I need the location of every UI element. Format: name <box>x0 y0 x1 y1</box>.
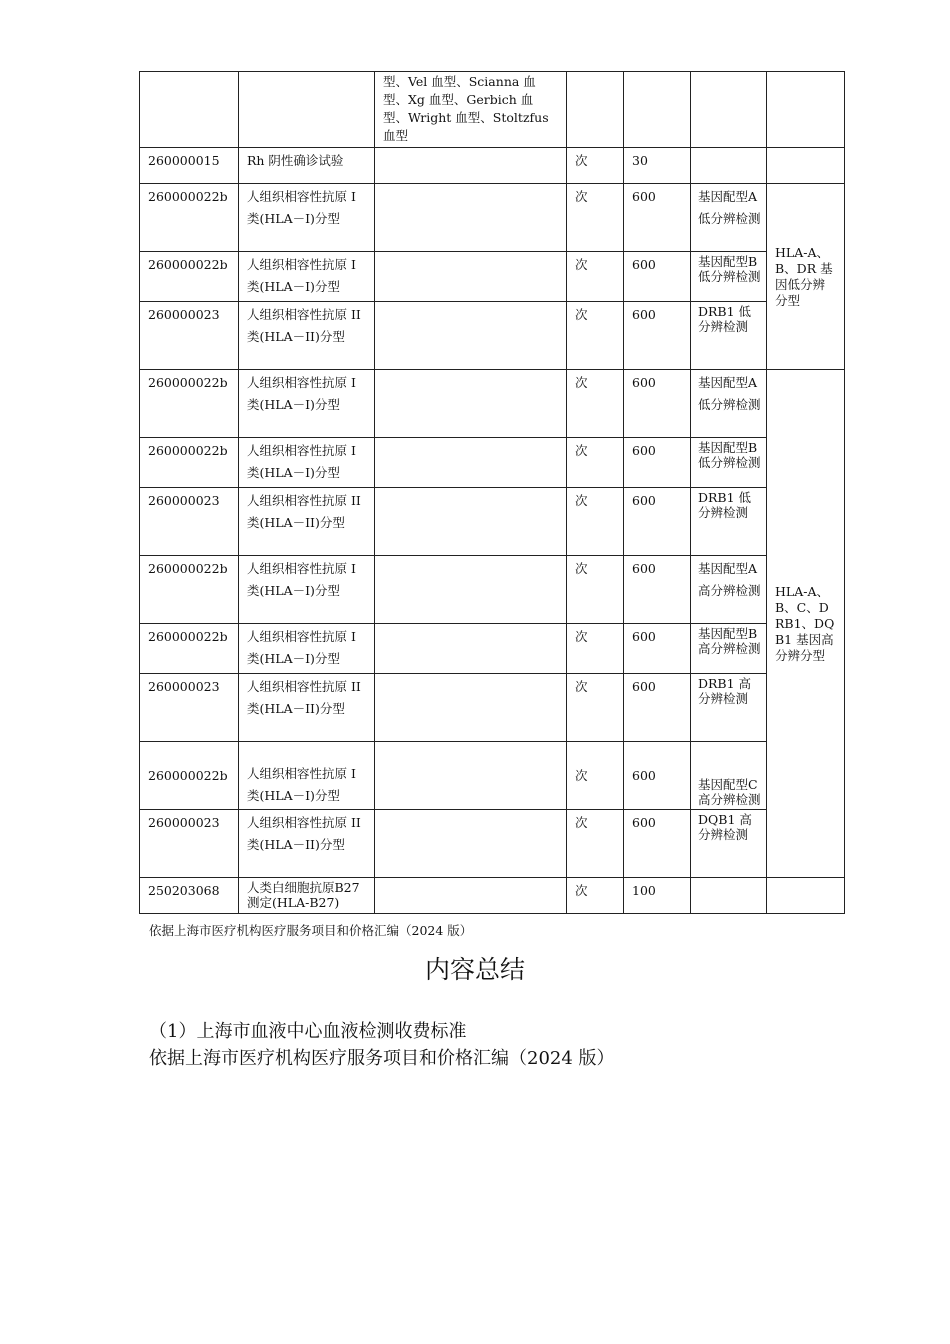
remark-cell <box>767 878 845 914</box>
price-cell <box>624 72 691 148</box>
spec-cell <box>375 302 567 370</box>
unit-cell: 次 <box>567 438 624 488</box>
name-cell: 人组织相容性抗原 I 类(HLA－I)分型 <box>239 438 375 488</box>
name-cell: 人组织相容性抗原 I 类(HLA－I)分型 <box>239 556 375 624</box>
name-cell: 人组织相容性抗原 I 类(HLA－I)分型 <box>239 742 375 810</box>
spec-cell <box>375 252 567 302</box>
price-cell: 30 <box>624 148 691 184</box>
note-cell: 基因配型B 低分辨检测 <box>691 438 767 488</box>
code-cell: 260000022b <box>140 438 239 488</box>
unit-cell: 次 <box>567 302 624 370</box>
summary-title: 内容总结 <box>424 955 525 984</box>
spec-cell: 型、Vel 血型、Scianna 血型、Xg 血型、Gerbich 血型、Wright 血型、Stoltzfus 血型 <box>375 72 567 148</box>
fee-table <box>139 71 845 914</box>
price-cell: 600 <box>624 184 691 252</box>
code-cell: 260000022b <box>140 252 239 302</box>
name-cell <box>239 72 375 148</box>
note-cell <box>691 148 767 184</box>
unit-cell: 次 <box>567 370 624 438</box>
name-cell: 人组织相容性抗原 II 类(HLA－II)分型 <box>239 810 375 878</box>
code-cell <box>140 72 239 148</box>
table-row <box>140 72 845 148</box>
code-cell: 260000023 <box>140 674 239 742</box>
table-row <box>140 438 845 488</box>
unit-cell: 次 <box>567 148 624 184</box>
name-cell: 人类白细胞抗原B27 测定(HLA-B27) <box>239 878 375 914</box>
code-cell: 260000023 <box>140 488 239 556</box>
spec-cell <box>375 556 567 624</box>
price-cell: 600 <box>624 302 691 370</box>
source-note: 依据上海市医疗机构医疗服务项目和价格汇编（2024 版） <box>149 923 473 938</box>
price-cell: 600 <box>624 438 691 488</box>
spec-cell <box>375 438 567 488</box>
price-cell: 600 <box>624 252 691 302</box>
table-row <box>140 148 845 184</box>
unit-cell: 次 <box>567 184 624 252</box>
summary-basis: 依据上海市医疗机构医疗服务项目和价格汇编（2024 版） <box>149 1048 615 1069</box>
group-remark-low-resolution: HLA-A、B、DR 基因低分辨分型 <box>767 184 845 370</box>
note-cell: 基因配型A 低分辨检测 <box>691 184 767 252</box>
table-row <box>140 674 845 742</box>
code-cell: 260000023 <box>140 302 239 370</box>
unit-cell: 次 <box>567 488 624 556</box>
remark-cell <box>767 148 845 184</box>
remark-cell <box>767 72 845 148</box>
table-row <box>140 370 845 438</box>
price-cell: 600 <box>624 742 691 810</box>
unit-cell: 次 <box>567 810 624 878</box>
name-cell: 人组织相容性抗原 II 类(HLA－II)分型 <box>239 674 375 742</box>
unit-cell <box>567 72 624 148</box>
note-cell: DRB1 低分辨检测 <box>691 488 767 556</box>
unit-cell: 次 <box>567 624 624 674</box>
note-cell: 基因配型A 高分辨检测 <box>691 556 767 624</box>
price-cell: 600 <box>624 488 691 556</box>
table-row <box>140 302 845 370</box>
table-row <box>140 810 845 878</box>
table-row <box>140 878 845 914</box>
note-cell: DRB1 低分辨检测 <box>691 302 767 370</box>
price-cell: 600 <box>624 674 691 742</box>
note-cell: 基因配型B 低分辨检测 <box>691 252 767 302</box>
price-cell: 600 <box>624 556 691 624</box>
spec-cell <box>375 148 567 184</box>
note-cell: 基因配型C 高分辨检测 <box>691 742 767 810</box>
table-row <box>140 624 845 674</box>
spec-cell <box>375 370 567 438</box>
note-cell <box>691 72 767 148</box>
unit-cell: 次 <box>567 674 624 742</box>
price-cell: 600 <box>624 370 691 438</box>
note-cell: 基因配型A 低分辨检测 <box>691 370 767 438</box>
code-cell: 260000022b <box>140 556 239 624</box>
spec-cell <box>375 878 567 914</box>
name-cell: 人组织相容性抗原 II 类(HLA－II)分型 <box>239 488 375 556</box>
note-cell: DQB1 高分辨检测 <box>691 810 767 878</box>
code-cell: 260000022b <box>140 624 239 674</box>
price-cell: 600 <box>624 624 691 674</box>
spec-cell <box>375 184 567 252</box>
table-row <box>140 252 845 302</box>
table-row <box>140 742 845 810</box>
unit-cell: 次 <box>567 878 624 914</box>
spec-cell <box>375 810 567 878</box>
unit-cell: 次 <box>567 556 624 624</box>
code-cell: 260000022b <box>140 184 239 252</box>
code-cell: 260000022b <box>140 370 239 438</box>
name-cell: 人组织相容性抗原 I 类(HLA－I)分型 <box>239 252 375 302</box>
note-cell <box>691 878 767 914</box>
table-row <box>140 488 845 556</box>
code-cell: 260000023 <box>140 810 239 878</box>
price-cell: 100 <box>624 878 691 914</box>
name-cell: 人组织相容性抗原 I 类(HLA－I)分型 <box>239 184 375 252</box>
code-cell: 260000022b <box>140 742 239 810</box>
spec-cell <box>375 488 567 556</box>
name-cell: Rh 阴性确诊试验 <box>239 148 375 184</box>
name-cell: 人组织相容性抗原 I 类(HLA－I)分型 <box>239 370 375 438</box>
spec-cell <box>375 742 567 810</box>
note-cell: DRB1 高分辨检测 <box>691 674 767 742</box>
table-row <box>140 184 845 252</box>
note-cell: 基因配型B 高分辨检测 <box>691 624 767 674</box>
unit-cell: 次 <box>567 252 624 302</box>
spec-cell <box>375 674 567 742</box>
group-remark-high-resolution: HLA-A、B、C、DRB1、DQB1 基因高分辨分型 <box>767 370 845 878</box>
price-cell: 600 <box>624 810 691 878</box>
table-row <box>140 556 845 624</box>
spec-cell <box>375 624 567 674</box>
code-cell: 250203068 <box>140 878 239 914</box>
name-cell: 人组织相容性抗原 I 类(HLA－I)分型 <box>239 624 375 674</box>
name-cell: 人组织相容性抗原 II 类(HLA－II)分型 <box>239 302 375 370</box>
summary-item: （1）上海市血液中心血液检测收费标准 <box>149 1021 467 1042</box>
unit-cell: 次 <box>567 742 624 810</box>
code-cell: 260000015 <box>140 148 239 184</box>
